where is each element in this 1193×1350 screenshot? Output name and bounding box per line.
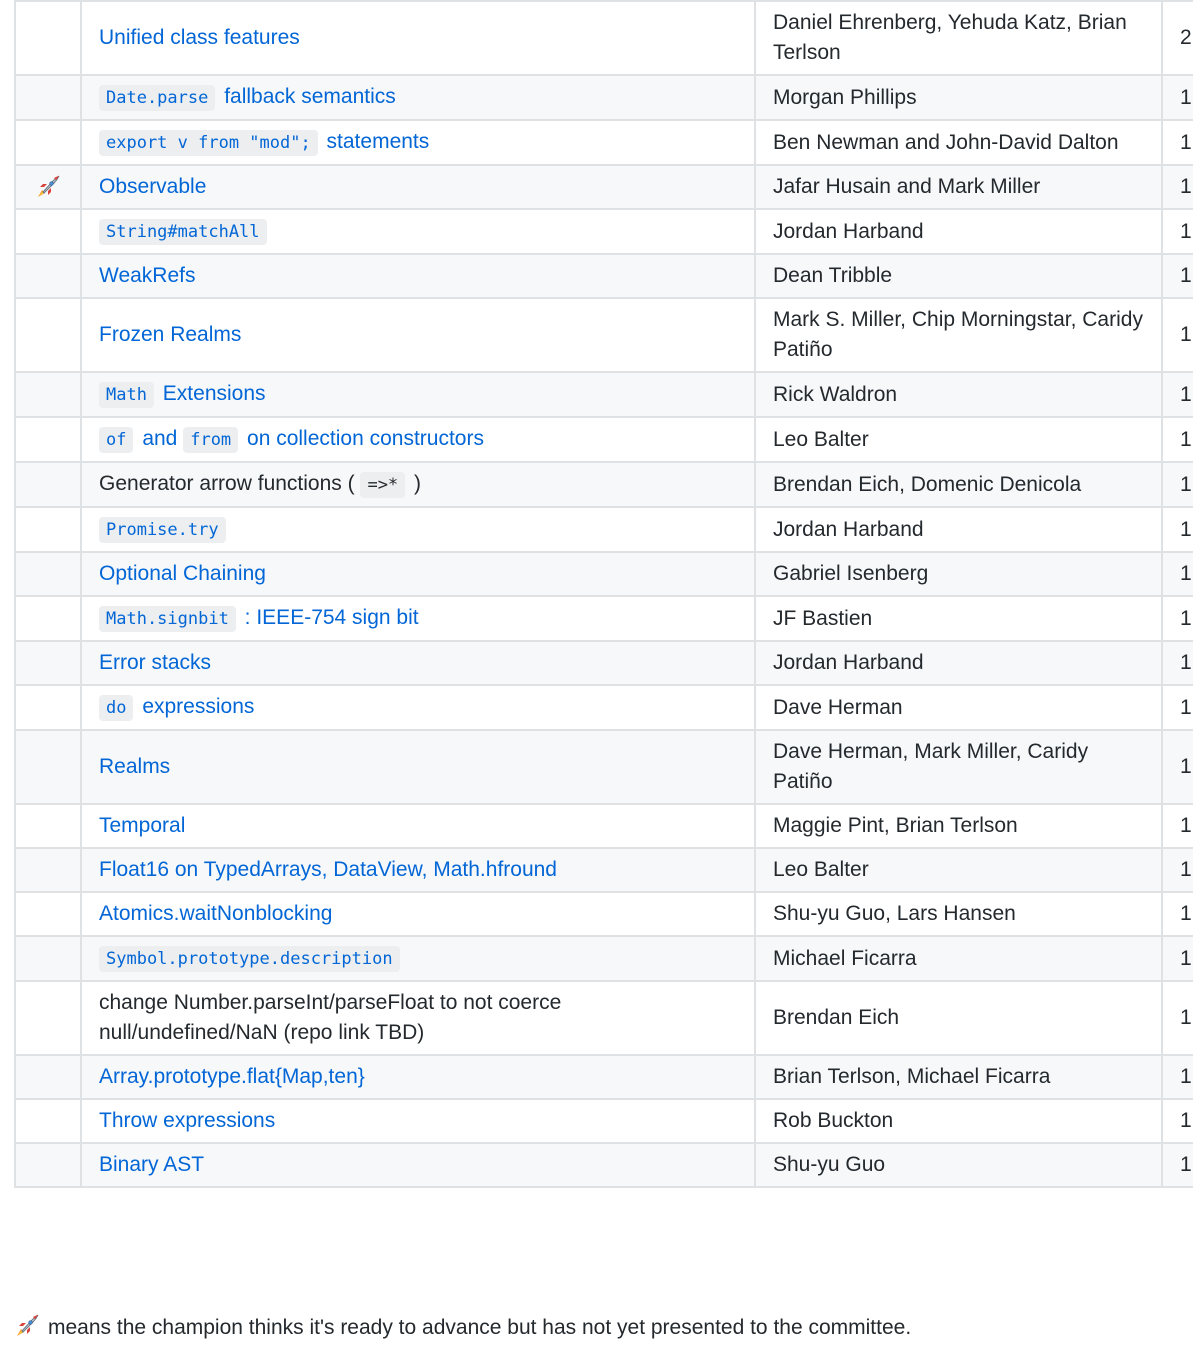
authors-cell: Dave Herman, Mark Miller, Caridy Patiño — [755, 730, 1162, 804]
authors-cell: Brian Terlson, Michael Ficarra — [755, 1055, 1162, 1099]
table-row — [15, 936, 1193, 981]
proposal-link[interactable] — [99, 382, 266, 405]
authors-cell: JF Bastien — [755, 596, 1162, 641]
table-row — [15, 372, 1193, 417]
authors-cell: Morgan Phillips — [755, 75, 1162, 120]
authors-cell: Dean Tribble — [755, 254, 1162, 298]
footer-note-text: means the champion thinks it's ready to advance but has not yet presented to the committee. — [48, 1316, 912, 1339]
proposal-link[interactable] — [99, 1153, 204, 1176]
count-cell: 1 — [1162, 417, 1193, 462]
proposal-link[interactable] — [99, 1109, 275, 1132]
proposal-label[interactable]: fallback semantics — [224, 85, 396, 108]
table-row — [15, 596, 1193, 641]
authors-cell: Ben Newman and John-David Dalton — [755, 120, 1162, 165]
authors-cell: Dave Herman — [755, 685, 1162, 730]
table-row — [15, 892, 1193, 936]
proposal-label[interactable]: Binary AST — [99, 1153, 205, 1176]
rocket-icon — [35, 175, 61, 198]
table-row — [15, 641, 1193, 685]
proposal-label[interactable]: statements — [326, 130, 430, 153]
table-row — [15, 462, 1193, 507]
proposal-label: change Number.parseInt/parseFloat to not coerce null/undefined/NaN (repo link TBD) — [99, 991, 562, 1044]
count-cell: 1 — [1162, 507, 1193, 552]
count-cell: 1 — [1162, 1099, 1193, 1143]
table-row — [15, 75, 1193, 120]
authors-cell: Shu-yu Guo, Lars Hansen — [755, 892, 1162, 936]
proposal-code[interactable]: Math — [99, 382, 154, 408]
count-cell: 1 — [1162, 165, 1193, 209]
table-row — [15, 254, 1193, 298]
proposal-cell — [81, 892, 755, 936]
proposal-cell — [81, 462, 755, 507]
proposal-label[interactable]: Throw expressions — [99, 1109, 276, 1132]
proposal-label[interactable]: Error stacks — [99, 651, 212, 674]
proposal-link[interactable] — [99, 695, 254, 718]
table-row — [15, 298, 1193, 372]
proposal-cell — [81, 1143, 755, 1187]
proposal-label[interactable]: Array.prototype.flat{Map,ten} — [99, 1065, 365, 1088]
count-cell: 1 — [1162, 981, 1193, 1055]
stage-cell — [15, 209, 81, 254]
proposal-cell — [81, 75, 755, 120]
proposal-label[interactable]: : IEEE-754 sign bit — [244, 606, 419, 629]
stage-cell — [15, 1099, 81, 1143]
count-cell: 1 — [1162, 730, 1193, 804]
proposal-label[interactable]: Observable — [99, 175, 207, 198]
proposal-link[interactable] — [99, 814, 185, 837]
table-row — [15, 417, 1193, 462]
proposal-link[interactable] — [99, 26, 300, 49]
proposal-label[interactable]: Realms — [99, 755, 171, 778]
proposal-text — [99, 472, 421, 495]
count-cell: 1 — [1162, 641, 1193, 685]
proposal-cell — [81, 641, 755, 685]
count-cell: 1 — [1162, 120, 1193, 165]
table-row — [15, 209, 1193, 254]
proposal-cell — [81, 1055, 755, 1099]
stage-cell — [15, 462, 81, 507]
proposal-link[interactable] — [99, 606, 419, 629]
proposal-cell — [81, 804, 755, 848]
stage-cell — [15, 981, 81, 1055]
table-row — [15, 1, 1193, 75]
authors-cell: Leo Balter — [755, 848, 1162, 892]
stage-cell — [15, 298, 81, 372]
count-cell: 2 — [1162, 1, 1193, 75]
proposal-link[interactable] — [99, 323, 241, 346]
authors-cell: Brendan Eich, Domenic Denicola — [755, 462, 1162, 507]
stage-cell — [15, 552, 81, 596]
count-cell: 1 — [1162, 804, 1193, 848]
proposal-cell — [81, 685, 755, 730]
proposal-code[interactable]: Date.parse — [99, 85, 215, 111]
count-cell: 1 — [1162, 552, 1193, 596]
authors-cell: Michael Ficarra — [755, 936, 1162, 981]
proposal-label[interactable]: Atomics.waitNonblocking — [99, 902, 333, 925]
proposal-label: Generator arrow functions ( — [99, 472, 355, 495]
count-cell: 1 — [1162, 936, 1193, 981]
proposal-label[interactable]: and — [142, 427, 178, 450]
stage-cell — [15, 417, 81, 462]
authors-cell: Jordan Harband — [755, 209, 1162, 254]
proposal-link[interactable] — [99, 651, 211, 674]
count-cell: 1 — [1162, 462, 1193, 507]
table-row — [15, 848, 1193, 892]
proposals-table — [14, 0, 1193, 1188]
proposal-cell — [81, 254, 755, 298]
stage-cell — [15, 1143, 81, 1187]
authors-cell: Jordan Harband — [755, 641, 1162, 685]
proposal-code: =>* — [360, 472, 405, 498]
count-cell: 1 — [1162, 1143, 1193, 1187]
stage-cell — [15, 372, 81, 417]
table-row — [15, 1143, 1193, 1187]
stage-cell — [15, 730, 81, 804]
proposal-link[interactable] — [99, 175, 206, 198]
count-cell: 1 — [1162, 209, 1193, 254]
proposal-link[interactable] — [99, 858, 557, 881]
table-row — [15, 1055, 1193, 1099]
count-cell: 1 — [1162, 372, 1193, 417]
count-cell: 1 — [1162, 848, 1193, 892]
table-row — [15, 507, 1193, 552]
proposal-cell — [81, 596, 755, 641]
proposal-label[interactable]: Unified class features — [99, 26, 300, 49]
table-row — [15, 552, 1193, 596]
stage-cell — [15, 804, 81, 848]
proposal-link[interactable] — [99, 219, 270, 242]
proposal-code[interactable]: do — [99, 695, 133, 721]
proposal-cell — [81, 507, 755, 552]
stage-cell — [15, 641, 81, 685]
proposal-code[interactable]: String#matchAll — [99, 219, 267, 245]
proposal-link[interactable] — [99, 264, 195, 287]
proposal-cell — [81, 372, 755, 417]
proposal-cell — [81, 120, 755, 165]
stage-cell — [15, 254, 81, 298]
proposal-cell — [81, 936, 755, 981]
stage-cell — [15, 75, 81, 120]
stage-cell — [15, 892, 81, 936]
count-cell: 1 — [1162, 892, 1193, 936]
proposal-link[interactable] — [99, 517, 229, 540]
proposal-label[interactable]: Extensions — [162, 382, 266, 405]
proposal-link[interactable] — [99, 1065, 365, 1088]
proposal-cell — [81, 1099, 755, 1143]
stage-cell — [15, 1055, 81, 1099]
stage-cell — [15, 165, 81, 209]
proposal-label[interactable]: Temporal — [99, 814, 186, 837]
proposal-label[interactable]: Frozen Realms — [99, 323, 242, 346]
table-row — [15, 730, 1193, 804]
proposal-code[interactable]: Math.signbit — [99, 606, 236, 632]
proposals-table-body — [15, 1, 1193, 1187]
proposal-link[interactable] — [99, 562, 266, 585]
count-cell: 1 — [1162, 685, 1193, 730]
proposal-code[interactable]: Promise.try — [99, 517, 226, 543]
authors-cell: Jordan Harband — [755, 507, 1162, 552]
proposal-cell — [81, 1, 755, 75]
proposal-cell — [81, 552, 755, 596]
proposal-cell — [81, 417, 755, 462]
stage-cell — [15, 848, 81, 892]
proposal-label[interactable]: WeakRefs — [99, 264, 196, 287]
proposal-cell — [81, 730, 755, 804]
rocket-icon — [14, 1316, 48, 1339]
proposal-link[interactable] — [99, 946, 403, 969]
authors-cell: Gabriel Isenberg — [755, 552, 1162, 596]
stage-cell — [15, 685, 81, 730]
count-cell: 1 — [1162, 254, 1193, 298]
proposal-label[interactable]: expressions — [142, 695, 255, 718]
proposal-text — [99, 991, 561, 1044]
proposal-cell — [81, 209, 755, 254]
table-row — [15, 120, 1193, 165]
count-cell: 1 — [1162, 1055, 1193, 1099]
proposal-cell — [81, 165, 755, 209]
proposal-link[interactable] — [99, 755, 170, 778]
proposal-link[interactable] — [99, 427, 484, 450]
authors-cell: Maggie Pint, Brian Terlson — [755, 804, 1162, 848]
count-cell: 1 — [1162, 75, 1193, 120]
authors-cell: Jafar Husain and Mark Miller — [755, 165, 1162, 209]
stage-cell — [15, 1, 81, 75]
authors-cell: Brendan Eich — [755, 981, 1162, 1055]
authors-cell: Rob Buckton — [755, 1099, 1162, 1143]
proposal-code[interactable]: of — [99, 427, 133, 453]
table-row — [15, 1099, 1193, 1143]
proposal-code[interactable]: Symbol.prototype.description — [99, 946, 400, 972]
proposal-code[interactable]: export v from "mod"; — [99, 130, 318, 156]
table-row — [15, 981, 1193, 1055]
table-row — [15, 804, 1193, 848]
proposal-label: ) — [414, 472, 422, 495]
authors-cell: Shu-yu Guo — [755, 1143, 1162, 1187]
proposal-link[interactable] — [99, 130, 429, 153]
authors-cell: Leo Balter — [755, 417, 1162, 462]
authors-cell: Mark S. Miller, Chip Morningstar, Caridy Patiño — [755, 298, 1162, 372]
count-cell: 1 — [1162, 298, 1193, 372]
proposal-link[interactable] — [99, 85, 396, 108]
proposal-label[interactable]: on collection constructors — [247, 427, 484, 450]
table-row — [15, 685, 1193, 730]
proposal-cell — [81, 981, 755, 1055]
stage-cell — [15, 596, 81, 641]
proposal-cell — [81, 298, 755, 372]
stage-cell — [15, 120, 81, 165]
count-cell: 1 — [1162, 596, 1193, 641]
authors-cell: Rick Waldron — [755, 372, 1162, 417]
stage-cell — [15, 936, 81, 981]
authors-cell: Daniel Ehrenberg, Yehuda Katz, Brian Terlson — [755, 1, 1162, 75]
proposal-link[interactable] — [99, 902, 332, 925]
proposal-label[interactable]: Float16 on TypedArrays, DataView, Math.hfround — [99, 858, 557, 881]
proposal-cell — [81, 848, 755, 892]
stage-cell — [15, 507, 81, 552]
proposal-label[interactable]: Optional Chaining — [99, 562, 266, 585]
footer-note — [14, 1312, 911, 1344]
proposal-code[interactable]: from — [183, 427, 238, 453]
table-row — [15, 165, 1193, 209]
